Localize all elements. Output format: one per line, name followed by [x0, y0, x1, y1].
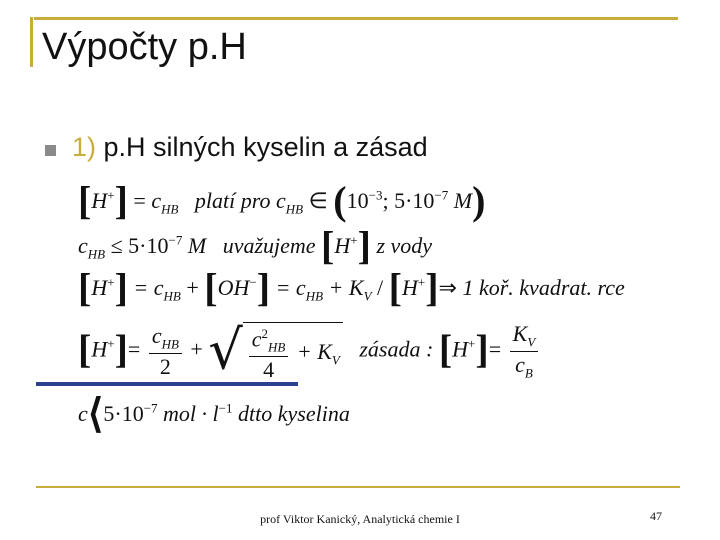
bullet-number: 1) — [72, 132, 97, 162]
fraction-kv-over-cb: $\frac{K_V}{c_B}$ — [510, 323, 539, 379]
bullet-item — [72, 132, 428, 163]
blue-divider-line — [36, 382, 298, 386]
slide-title: Výpočty p.H — [42, 26, 247, 68]
square-root-icon: √ — [208, 318, 243, 382]
equation-line-2: $c_{HB} \le 5\cdot 10^{-7}$ M uvažujeme [H+] z vody — [78, 223, 433, 268]
equation-line-3: $[H^+] = c_{HB} + [OH^-] = c_{HB} + K_V$ / [H+]⇒ 1 koř. kvadrat. rce — [78, 265, 625, 310]
page-number: 47 — [650, 509, 662, 523]
frame-top-line — [34, 17, 678, 20]
bullet-label: p.H silných kyselin a zásad — [103, 132, 428, 162]
equation-line-4: [H+]= $\frac{c_{HB}}{2}$ + √ $\frac{c^2_{HB}}{4}$ + $K_V$ zásada : [H+]= $\frac{K_V}{c_B}$ — [78, 322, 541, 381]
fraction-c-over-2: $\frac{c_{HB}}{2}$ — [149, 325, 182, 377]
frame-bottom-line — [36, 486, 680, 488]
footer-author: prof Viktor Kanický, Analytická chemie I — [260, 512, 460, 526]
frame-left-line — [30, 17, 33, 67]
bullet-square-icon — [45, 145, 56, 156]
equation-line-5: $c⟨5\cdot 10^{-7}$ mol · $l^{-1}$ dtto kyselina — [78, 391, 350, 436]
square-root-body: $\frac{c^2_{HB}}{4}$ + $K_V$ — [243, 322, 343, 381]
equation-line-1: $[H^+] = c_{HB}$ platí pro $c_{HB}$ ∈ ($10^{-3}$; $5\cdot 10^{-7}$ M) — [78, 178, 486, 223]
